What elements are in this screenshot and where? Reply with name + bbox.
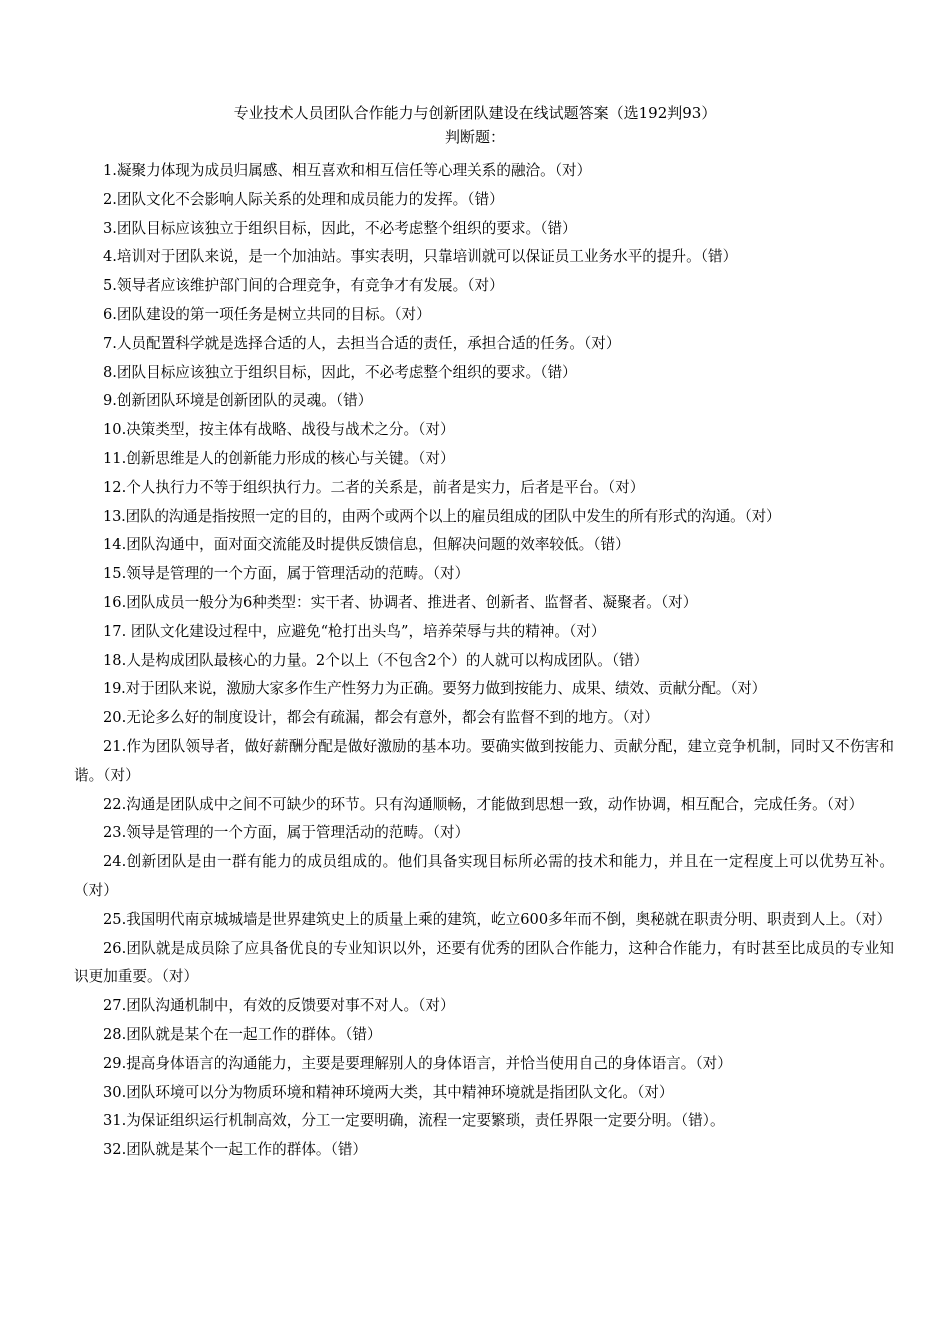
question-item: 14.团队沟通中，面对面交流能及时提供反馈信息，但解决问题的效率较低。（错） xyxy=(103,536,630,554)
question-item: 9.创新团队环境是创新团队的灵魂。（错） xyxy=(103,392,373,410)
question-item: 1.凝聚力体现为成员归属感、相互喜欢和相互信任等心理关系的融洽。（对） xyxy=(103,162,592,179)
question-item: 27.团队沟通机制中，有效的反馈要对事不对人。（对） xyxy=(103,997,455,1015)
question-item: 17. 团队文化建设过程中，应避免“枪打出头鸟”，培养荣辱与共的精神。（对） xyxy=(103,622,606,640)
question-item: 8.团队目标应该独立于组织目标，因此，不必考虑整个组织的要求。（错） xyxy=(103,363,577,381)
question-item: 19.对于团队来说，激励大家多作生产性努力为正确。要努力做到按能力、成果、绩效、贡献分配。（对） xyxy=(103,680,767,698)
question-item: 20.无论多么好的制度设计，都会有疏漏，都会有意外，都会有监督不到的地方。（对） xyxy=(103,709,659,727)
question-item: 24.创新团队是由一群有能力的成员组成的。他们具备实现目标所必需的技术和能力，并且在一定程度上可以优势互补。（对） xyxy=(74,853,894,899)
question-item: 31.为保证组织运行机制高效，分工一定要明确，流程一定要繁琐，责任界限一定要分明。（错）。 xyxy=(103,1112,725,1130)
question-item: 10.决策类型，按主体有战略、战役与战术之分。（对） xyxy=(103,421,455,439)
question-item: 21.作为团队领导者，做好薪酬分配是做好激励的基本功。要确实做到按能力、贡献分配，建立竞争机制，同时又不伤害和谐。（对） xyxy=(74,737,894,784)
question-item: 30.团队环境可以分为物质环境和精神环境两大类，其中精神环境就是指团队文化。（对） xyxy=(103,1083,674,1101)
question-item: 23.领导是管理的一个方面，属于管理活动的范畴。（对） xyxy=(103,824,470,842)
question-item: 15.领导是管理的一个方面，属于管理活动的范畴。（对） xyxy=(103,565,470,583)
question-item: 16.团队成员一般分为6种类型：实干者、协调者、推进者、创新者、监督者、凝聚者。（对） xyxy=(103,593,698,611)
question-item: 7.人员配置科学就是选择合适的人，去担当合适的责任，承担合适的任务。（对） xyxy=(103,334,621,352)
question-item: 25.我国明代南京城城墙是世界建筑史上的质量上乘的建筑，屹立600多年而不倒，奥秘就在职责分明、职责到人上。（对） xyxy=(103,910,892,928)
question-item: 28.团队就是某个在一起工作的群体。（错） xyxy=(103,1025,382,1043)
question-item: 12.个人执行力不等于组织执行力。二者的关系是，前者是实力，后者是平台。（对） xyxy=(103,478,645,496)
question-item: 5.领导者应该维护部门间的合理竞争，有竞争才有发展。（对） xyxy=(103,277,504,295)
question-list xyxy=(74,157,894,1165)
question-item: 18.人是构成团队最核心的力量。2个以上（不包含2个）的人就可以构成团队。（错） xyxy=(103,651,649,669)
question-item: 2.团队文化不会影响人际关系的处理和成员能力的发挥。（错） xyxy=(103,190,504,208)
question-item: 11.创新思维是人的创新能力形成的核心与关键。（对） xyxy=(103,449,455,467)
question-item: 22.沟通是团队成中之间不可缺少的环节。只有沟通顺畅，才能做到思想一致，动作协调，相互配合，完成任务。（对） xyxy=(103,795,864,813)
question-item: 26.团队就是成员除了应具备优良的专业知识以外，还要有优秀的团队合作能力，这种合作能力，有时甚至比成员的专业知识更加重要。（对） xyxy=(74,939,894,986)
question-item: 6.团队建设的第一项任务是树立共同的目标。（对） xyxy=(103,305,431,323)
question-item: 32.团队就是某个一起工作的群体。（错） xyxy=(103,1141,368,1159)
question-item: 4.培训对于团队来说，是一个加油站。事实表明，只靠培训就可以保证员工业务水平的提升。（错） xyxy=(103,248,738,266)
question-item: 29.提高身体语言的沟通能力，主要是要理解别人的身体语言，并恰当使用自己的身体语言。（对） xyxy=(103,1054,732,1072)
document-title: 专业技术人员团队合作能力与创新团队建设在线试题答案（选192判93） xyxy=(233,104,717,122)
question-item: 3.团队目标应该独立于组织目标，因此，不必考虑整个组织的要求。（错） xyxy=(103,219,577,237)
section-heading: 判断题： xyxy=(444,128,505,146)
question-item: 13.团队的沟通是指按照一定的目的，由两个或两个以上的雇员组成的团队中发生的所有形式的沟通。（对） xyxy=(103,507,781,525)
